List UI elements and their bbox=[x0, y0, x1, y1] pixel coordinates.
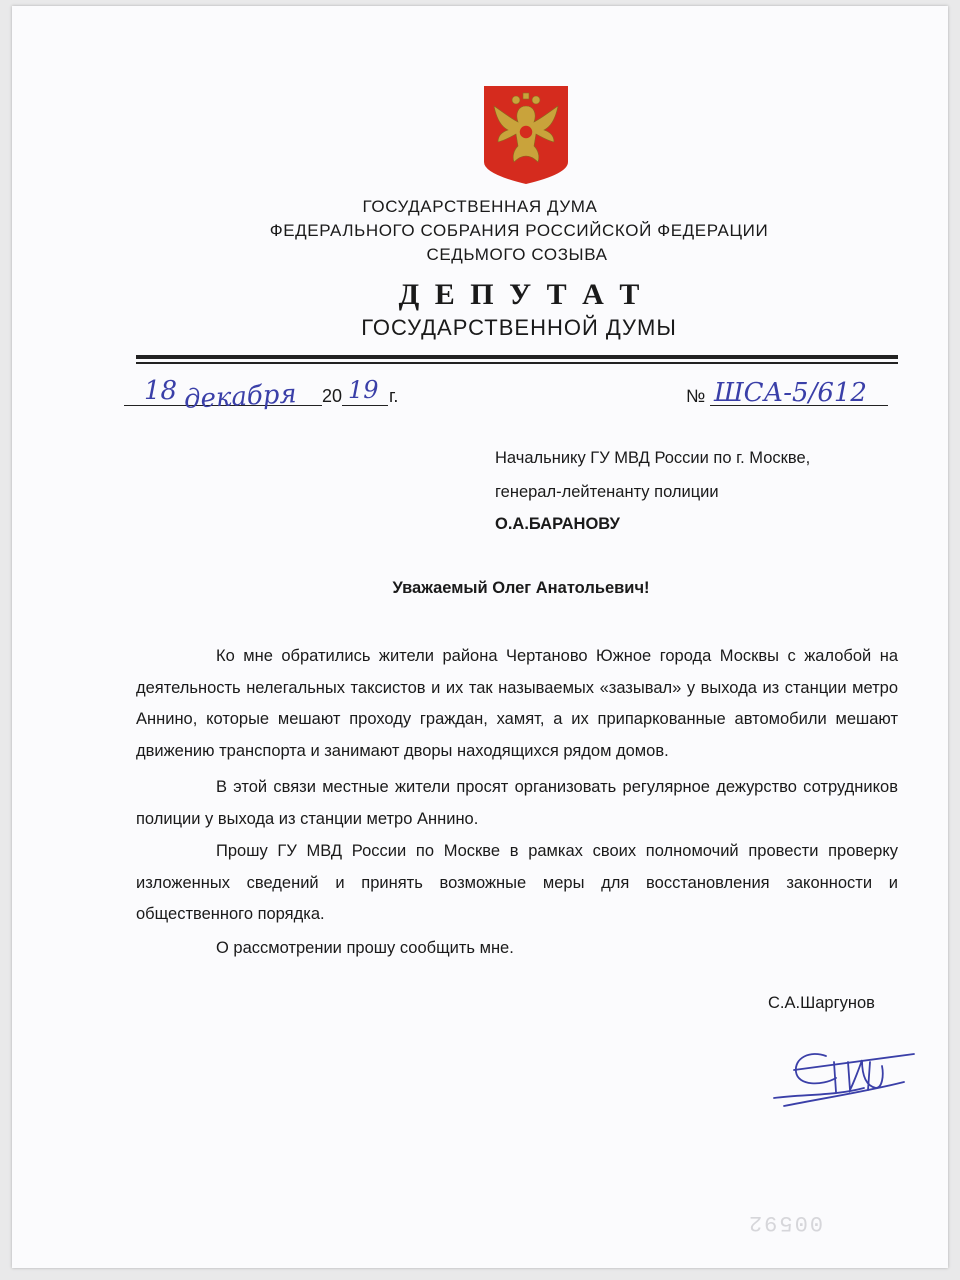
body-paragraph-2: В этой связи местные жители просят организовать регулярное дежурство сотрудников полиции у выхода из станции метро Аннино. bbox=[136, 778, 898, 828]
date-year-underline bbox=[342, 405, 388, 406]
number-value: ШСА-5/612 bbox=[714, 378, 867, 408]
header-rule-thick bbox=[136, 355, 898, 359]
letter-sheet bbox=[12, 6, 948, 1268]
body-paragraph-1: Ко мне обратились жители района Чертаново Южное города Москвы с жалобой на деятельность нелегальных таксистов и их так называемых «зазывал» у выхода из станции метро Аннино, которые мешают проходу граждан, хамят, а их припаркованные автомобили мешают движению транспорта и занимают дворы находящихся рядом домов. bbox=[136, 647, 898, 760]
handwritten-signature bbox=[764, 1036, 924, 1116]
header-rule-thin bbox=[136, 362, 898, 364]
serial-stamp: 00592 bbox=[747, 1210, 824, 1235]
org-line-3: СЕДЬМОГО СОЗЫВА bbox=[426, 245, 608, 264]
org-line-1: ГОСУДАРСТВЕННАЯ ДУМА bbox=[362, 197, 598, 216]
date-year-prefix: 20 bbox=[322, 386, 343, 406]
date-suffix: г. bbox=[389, 386, 399, 406]
salutation: Уважаемый Олег Анатольевич! bbox=[392, 579, 650, 597]
org-line-2: ФЕДЕРАЛЬНОГО СОБРАНИЯ РОССИЙСКОЙ ФЕДЕРАЦИИ bbox=[269, 221, 769, 240]
number-label: № bbox=[686, 386, 706, 406]
date-month: декабря bbox=[183, 379, 298, 415]
addressee-line-1: Начальнику ГУ МВД России по г. Москве, bbox=[495, 449, 811, 467]
body-paragraph-4: О рассмотрении прошу сообщить мне. bbox=[216, 939, 514, 957]
date-day: 18 bbox=[144, 376, 178, 406]
signer-name: С.А.Шаргунов bbox=[768, 994, 875, 1012]
coat-of-arms-emblem bbox=[482, 84, 570, 186]
page-subtitle: ГОСУДАРСТВЕННОЙ ДУМЫ bbox=[361, 315, 677, 340]
date-year-suffix: 19 bbox=[348, 376, 379, 404]
page-title: Д Е П У Т А Т bbox=[398, 278, 644, 311]
body-paragraph-3: Прошу ГУ МВД России по Москве в рамках своих полномочий провести проверку изложенных сведений и принять возможные меры для восстановления законности и общественного порядка. bbox=[136, 842, 898, 923]
addressee-name: О.А.БАРАНОВУ bbox=[495, 515, 620, 533]
addressee-line-2: генерал-лейтенанту полиции bbox=[495, 483, 719, 501]
